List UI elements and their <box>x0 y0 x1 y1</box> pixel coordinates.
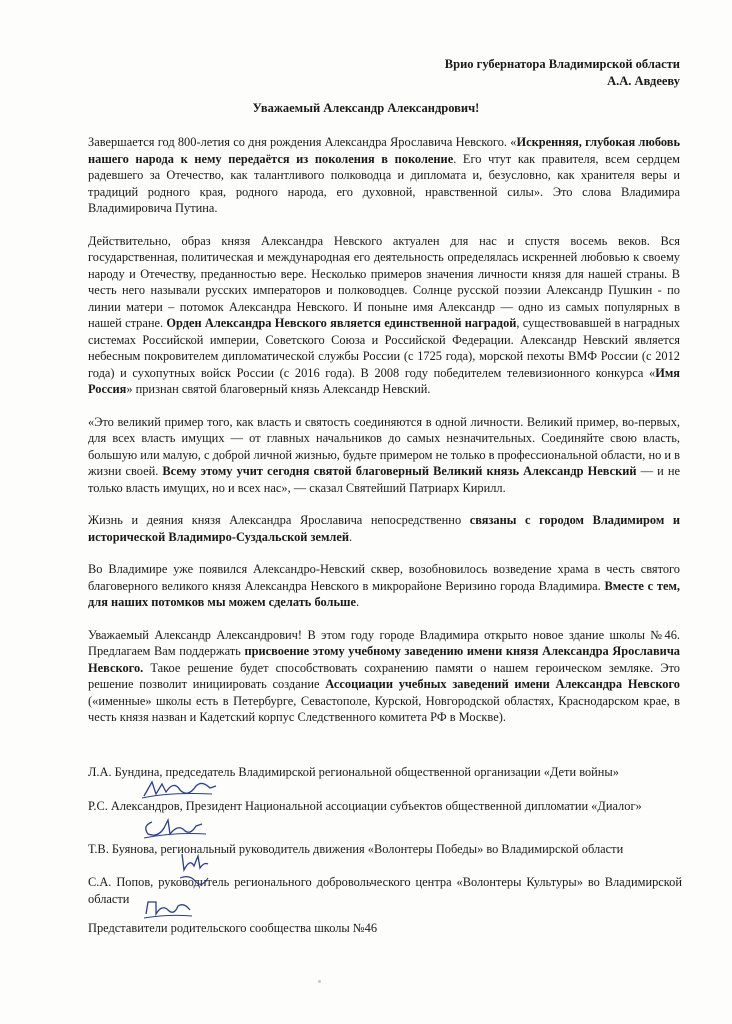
letter-body <box>88 134 680 742</box>
paragraph-emphasis: Вместе с тем, для наших потомков мы можем сделать больше <box>88 578 680 609</box>
paragraph-text: Завершается год 800-летия со дня рождения Александра Ярославича Невского. « <box>88 135 517 149</box>
addressee-title: Врио губернатора Владимирской области <box>444 57 680 71</box>
signature-aleksandrov <box>138 812 210 842</box>
addressee-block <box>445 56 680 90</box>
signatory-5: Представители родительского сообщества школы №46 <box>88 921 378 935</box>
paragraph-text: , существовавшей в наградных системах Российской империи, Советского Союза и Российской Федерации. Александр Невский является небесным покровителем дипломатической службы России (с 1725 года), морской пехоты ВМФ России (с 2012 года) и сухопутных войск России (с 2016 года). В 2008 году победителем телевизионного конкурса « <box>88 316 680 380</box>
paragraph-emphasis: Имя Россия <box>88 365 680 396</box>
paragraph-3 <box>88 414 680 497</box>
paragraph-emphasis: Всему этому учит сегодня святой благоверный Великий князь Александр Невский <box>162 464 637 478</box>
paragraph-text: Уважаемый Александр Александрович! В этом году городе Владимира открыто новое здание школы №46. Предлагаем Вам поддержать <box>88 627 680 658</box>
paragraph-text: . <box>349 529 353 544</box>
signature-buyanova <box>174 848 214 890</box>
paragraph-emphasis: Ассоциации учебных заведений имени Александра Невского <box>325 677 680 691</box>
paragraph-text: («именные» школы есть в Петербурге, Севастополе, Курской, Новгородской областях, Краснодарском крае, в честь князя назван и Кадетский корпус Следственного комитета РФ в Москве). <box>88 693 680 724</box>
paragraph-5 <box>88 561 680 611</box>
paragraph-4 <box>88 512 680 545</box>
paragraph-text: Такое решение будет способствовать сохранению памяти о нашем героическом земляке. Это решение позволит инициировать создание <box>88 660 680 691</box>
paragraph-emphasis: связаны с городом Владимиром и исторической Владимиро-Суздальской землей <box>88 513 680 544</box>
paragraph-2 <box>88 233 680 398</box>
paragraph-text: «Это великий пример того, как власть и святость соединяются в одной личности. Великий пример, во-первых, для всех власть имущих — от главных начальников до самых незначительных. Соединяйте свою власть, большую или малую, с доброй личной жизнью, будьте примером не только в профессиональной области, но и в жизни своей. <box>88 414 680 478</box>
paragraph-text: Жизнь и деяния князя Александра Ярославича непосредственно <box>88 513 470 527</box>
paragraph-text: — и не только власть имущих, но и всех нас», — сказал Святейший Патриарх Кирилл. <box>88 464 680 495</box>
paragraph-text: . Его чтут как правителя, всем сердцем радевшего за Отечество, как талантливого полководца и дипломата и, безусловно, как хранителя веры и традиций родного края, родного народа, его духовной, нравственной силы». Это слова Владимира Владимировича Путина. <box>88 151 680 215</box>
paragraph-emphasis: Искренняя, глубокая любовь нашего народа к нему передаётся из поколения в поколение <box>88 135 680 166</box>
paragraph-text: Действительно, образ князя Александра Невского актуален для нас и спустя восемь веков. Вся государственная, политическая и международная его деятельность определялась искренней любовью к своему народу и Отечеству, преданностью вере. Несколько примеров значения личности князя для нашей страны. В честь него называли русских императоров и полководцев. Солнце русской поэзии Александр Пушкин - по линии матери – потомок Александра Невского. И поныне имя Александр — одно из самых популярных в нашей стране. <box>88 233 680 330</box>
salutation: Уважаемый Александр Александрович! <box>252 101 480 115</box>
signatory-1: Л.А. Бундина, председатель Владимирской региональной общественной организации «Дети войны» <box>88 765 619 779</box>
paragraph-emphasis: присвоение этому учебному заведению имени князя Александра Ярославича Невского. <box>88 644 680 675</box>
paper-speck <box>318 980 321 983</box>
paragraph-emphasis: Орден Александра Невского является единственной наградой <box>166 316 517 330</box>
paragraph-text: » признан святой благоверный князь Александр Невский. <box>126 382 431 396</box>
signatory-3: Т.В. Буянова, региональный руководитель движения «Волонтеры Победы» во Владимирской области <box>88 842 624 856</box>
addressee-name: А.А. Авдееву <box>607 74 680 88</box>
signatory-2: Р.С. Александров, Президент Национальной ассоциации субъектов общественной дипломатии «Диалог» <box>88 799 642 813</box>
signature-bundina <box>140 776 220 802</box>
paragraph-text: . <box>355 595 360 609</box>
signature-popov <box>140 896 196 922</box>
signatory-4: С.А. Попов, руководитель регионального добровольческого центра «Волонтеры Культуры» во Владимирской области <box>88 875 682 906</box>
paragraph-1 <box>88 134 680 217</box>
paragraph-6 <box>88 627 680 726</box>
paragraph-text: Во Владимире уже появился Александро-Невский сквер, возобновилось возведение храма в честь святого благоверного великого князя Александра Невского в микрорайоне Веризино города Владимира. <box>88 562 680 593</box>
